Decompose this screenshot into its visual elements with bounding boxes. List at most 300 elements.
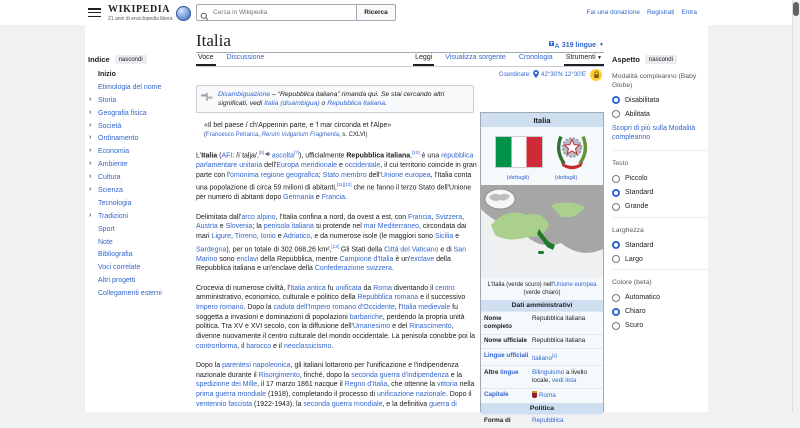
- toc-item-ambiente[interactable]: [88, 161, 192, 169]
- radio-option-standard[interactable]: [612, 189, 708, 197]
- text: e: [217, 223, 226, 231]
- text: che ne fanno il terzo Stato dell'Unione per numero di abitanti dopo: [196, 184, 472, 202]
- text: sono: [217, 255, 237, 263]
- group-heading: Modalità compleanno (Baby Globe): [612, 73, 697, 89]
- toc-item-tecnologia[interactable]: [88, 200, 192, 208]
- text: Repubblica italiana: [532, 314, 586, 322]
- radio-button[interactable]: [612, 175, 620, 183]
- text: Nome completo: [484, 314, 512, 331]
- text: è una: [419, 152, 442, 160]
- text: è un': [393, 255, 411, 263]
- epigraph-quote: «Il bel paese / ch'Appennin parte, e 'l mar circonda et l'Alpe»: [204, 122, 392, 130]
- text: [9]: [258, 149, 264, 155]
- link[interactable]: enclavi: [236, 255, 259, 263]
- toc-item-altri-progetti[interactable]: [88, 277, 192, 285]
- text: L'Italia (verde scuro) nell': [487, 282, 554, 288]
- toc-item-economia[interactable]: [88, 148, 192, 156]
- group-heading: Colore (beta): [612, 279, 652, 286]
- text: a livello locale,: [532, 368, 587, 385]
- toc-item-inizio[interactable]: [88, 71, 192, 79]
- link[interactable]: Sicilia: [434, 232, 454, 240]
- text: . Dopo la: [243, 304, 274, 312]
- text: della Repubblica italiana e un'enclave della: [196, 255, 451, 273]
- toc-item-geografia-fisica[interactable]: [88, 110, 192, 118]
- radio-label[interactable]: Disabilitata: [625, 96, 660, 104]
- svg-text:A: A: [554, 43, 560, 51]
- page-title: Italia: [196, 31, 231, 50]
- chevron-expand-icon[interactable]: ›: [89, 108, 92, 116]
- paragraph-2: [196, 213, 477, 275]
- link[interactable]: Roma: [373, 284, 392, 292]
- link[interactable]: Umanesimo: [352, 323, 391, 331]
- radio-label[interactable]: Largo: [625, 255, 643, 263]
- text: , circondata dai mari: [196, 223, 467, 240]
- text: e il successivo: [418, 294, 466, 302]
- text: , gli italiani lottarono per l'unificazione e l'indipendenza nazionale durante il: [196, 362, 459, 379]
- appearance-link[interactable]: Scopri di più sulla Modalità compleanno: [612, 125, 696, 141]
- infobox-row: [481, 388, 603, 403]
- italy-emblem-image[interactable]: [555, 132, 589, 172]
- text: o: [319, 100, 328, 108]
- search-input[interactable]: [196, 4, 356, 21]
- link[interactable]: vittoria: [437, 381, 458, 389]
- link[interactable]: Tirreno: [234, 232, 257, 240]
- toc-title: Indice: [88, 55, 110, 64]
- text: e: [453, 232, 460, 240]
- text: amministrativo, economico, culturale e politico della: [196, 294, 358, 302]
- text: , l'Italia conta una popolazione di circa 59 milioni di abitanti,: [196, 171, 472, 192]
- flag-details-link[interactable]: (dettagli): [506, 175, 530, 181]
- scrollbar-thumb[interactable]: [793, 2, 799, 16]
- search-icon: [200, 8, 209, 26]
- link[interactable]: Francia: [321, 194, 346, 202]
- infobox-row: [481, 311, 603, 333]
- paragraph-4: [196, 361, 477, 410]
- toc-item-label[interactable]: Inizio: [98, 71, 116, 78]
- link[interactable]: Italia (disambigua): [264, 100, 320, 108]
- radio-option-abilitata[interactable]: [612, 110, 708, 118]
- radio-button[interactable]: [612, 255, 620, 263]
- toc-item-collegamenti-esterni[interactable]: [88, 290, 192, 298]
- map-caption: [481, 278, 603, 300]
- link[interactable]: Slovenia: [225, 223, 253, 231]
- radio-label[interactable]: Automatico: [625, 294, 661, 301]
- text: ;: [318, 171, 323, 179]
- paragraph-1: [196, 148, 477, 203]
- link[interactable]: exclave: [410, 255, 435, 263]
- chevron-expand-icon[interactable]: ›: [89, 134, 92, 142]
- text: , s. CXLVI): [338, 132, 368, 139]
- table-of-contents: [88, 55, 192, 303]
- text: Forma di: [484, 417, 511, 425]
- toc-item-label[interactable]: Etimologia del nome: [98, 83, 162, 91]
- toc-item-societ[interactable]: [88, 123, 192, 131]
- toc-item-label[interactable]: Ambiente: [98, 161, 128, 169]
- link[interactable]: Rerum Vulgarium Fragmenta: [261, 132, 339, 139]
- radio-label[interactable]: Grande: [625, 203, 649, 210]
- emblem-details-link[interactable]: (dettagli): [554, 175, 578, 181]
- toc-item-label[interactable]: Geografia fisica: [98, 109, 147, 117]
- toc-item-voci-correlate[interactable]: [88, 264, 192, 272]
- language-selector-button[interactable]: A 319 lingue ▼: [549, 41, 604, 49]
- toc-item-storia[interactable]: [88, 97, 192, 105]
- text: Delimitata dall': [196, 213, 242, 221]
- italy-flag-image[interactable]: [495, 136, 543, 168]
- toc-item-label[interactable]: Storia: [98, 96, 117, 104]
- link[interactable]: Germania: [283, 194, 314, 202]
- link[interactable]: arco alpino: [241, 213, 276, 221]
- text: , e la definitiva: [382, 400, 430, 408]
- text: ,: [410, 152, 413, 160]
- link[interactable]: centro: [435, 284, 455, 292]
- toc-item-label[interactable]: Cultura: [98, 174, 121, 182]
- radio-button[interactable]: [612, 308, 620, 316]
- appearance-group-colore-beta: [612, 269, 708, 330]
- link[interactable]: Francia: [408, 213, 432, 221]
- radio-option-disabilitata[interactable]: [612, 96, 708, 104]
- text: ,: [256, 232, 261, 240]
- radio-button[interactable]: [612, 189, 620, 197]
- radio-label[interactable]: Scuro: [625, 322, 644, 329]
- appearance-hide-button[interactable]: nascondi: [645, 55, 677, 64]
- appearance-group-larghezza: [612, 217, 708, 264]
- text: .: [385, 100, 387, 108]
- radio-option-standard[interactable]: [612, 241, 708, 249]
- link[interactable]: vedi lista: [551, 377, 577, 385]
- text: .: [345, 194, 347, 202]
- link[interactable]: Repubblica Italiana: [327, 100, 386, 108]
- toc-item-label[interactable]: Note: [98, 238, 113, 246]
- text: , che ottenne la: [387, 381, 438, 389]
- link[interactable]: caduta dell'Impero romano d'Occidente: [273, 304, 395, 312]
- link[interactable]: Impero romano: [196, 304, 244, 312]
- toc-item-label[interactable]: Scienza: [98, 187, 123, 195]
- text: ), per un totale di 302 068,26 km²,: [226, 246, 332, 254]
- text: , l'Italia confina a nord, da ovest a est, con: [275, 213, 409, 221]
- paragraph-3: [196, 284, 477, 352]
- toc-item-cultura[interactable]: [88, 174, 192, 182]
- view-cronologia[interactable]: Cronologia: [518, 54, 553, 61]
- text: fu: [325, 284, 336, 292]
- link[interactable]: lingue: [500, 368, 519, 376]
- radio-button[interactable]: [612, 294, 620, 302]
- radio-label[interactable]: Piccolo: [625, 175, 648, 182]
- link[interactable]: Italia antica: [290, 284, 326, 292]
- text: e il: [271, 342, 284, 350]
- radio-button[interactable]: [612, 110, 620, 118]
- text: da: [361, 284, 374, 292]
- text: [13]: [331, 243, 339, 249]
- link[interactable]: Ligure: [211, 232, 232, 240]
- radio-button[interactable]: [612, 203, 620, 211]
- link[interactable]: Confederazione svizzera: [314, 265, 392, 273]
- text: e: [313, 194, 322, 202]
- roma-crest-icon: [532, 391, 537, 398]
- appearance-group-testo: [612, 150, 708, 211]
- chevron-expand-icon[interactable]: ›: [89, 160, 92, 168]
- link[interactable]: Lingue ufficiali: [484, 351, 529, 359]
- protected-page-padlock-icon[interactable]: [590, 69, 602, 81]
- coordinates-label[interactable]: Coordinate:: [498, 70, 531, 78]
- text: .: [391, 265, 394, 273]
- country-infobox: [480, 112, 604, 425]
- chevron-expand-icon[interactable]: ›: [89, 186, 92, 194]
- link[interactable]: Capitale: [484, 391, 509, 399]
- text: Dopo la: [196, 362, 223, 370]
- text: ,: [231, 232, 235, 240]
- text: ,: [431, 213, 436, 221]
- link[interactable]: omonima regione geografica: [230, 171, 319, 179]
- text: diventando il: [391, 284, 436, 292]
- link[interactable]: Repubblica romana: [357, 294, 419, 302]
- link[interactable]: penisola italiana: [263, 223, 314, 231]
- link[interactable]: Sardegna: [196, 246, 227, 254]
- toc-item-label[interactable]: Voci correlate: [98, 264, 141, 272]
- link[interactable]: Campione d'Italia: [339, 255, 394, 263]
- text: Repubblica italiana: [346, 152, 411, 160]
- view-strumenti[interactable]: Strumenti ▼: [564, 52, 604, 66]
- link[interactable]: neoclassicismo: [283, 342, 332, 350]
- toc-item-etimologia-del-nome[interactable]: [88, 84, 192, 92]
- language-icon: [549, 41, 559, 49]
- header-link-entra[interactable]: Entra: [681, 9, 697, 16]
- chevron-expand-icon[interactable]: ›: [89, 211, 92, 219]
- text: [1]: [551, 352, 557, 358]
- toc-item-label[interactable]: Tradizioni: [98, 212, 129, 220]
- text: e: [337, 161, 345, 169]
- link[interactable]: Italia medievale: [401, 304, 451, 312]
- link[interactable]: ascolta: [271, 152, 295, 160]
- toc-item-ordinamento[interactable]: [88, 135, 192, 143]
- link[interactable]: Europa meridionale: [276, 161, 338, 169]
- link[interactable]: prima guerra mondiale: [196, 391, 267, 399]
- radio-option-grande[interactable]: [612, 203, 708, 211]
- toc-item-sport[interactable]: [88, 226, 192, 234]
- toc-hide-button[interactable]: nascondi: [115, 55, 147, 64]
- appearance-group-modalit-compleanno-baby-globe: [612, 73, 708, 142]
- vertical-scrollbar[interactable]: [792, 0, 800, 412]
- text: – “Repubblica italiana” rimanda qui. Se stai cercando altri significati, vedi: [218, 91, 445, 108]
- chevron-expand-icon[interactable]: ›: [89, 121, 92, 129]
- text: dell': [366, 171, 381, 179]
- text: (verde chiaro): [523, 290, 561, 297]
- logo-wordmark: WIKIPEDIA: [108, 4, 171, 15]
- text: si protende nel: [313, 223, 364, 231]
- radio-button[interactable]: [612, 322, 620, 330]
- header-links: [586, 9, 697, 16]
- link[interactable]: parentesi napoleonica: [222, 362, 291, 370]
- radio-option-chiaro[interactable]: [612, 308, 708, 316]
- search-bar: [196, 4, 396, 21]
- link[interactable]: Rinascimento: [409, 323, 452, 331]
- text: Italia: [201, 152, 218, 160]
- text: Gli Stati della: [338, 246, 385, 254]
- infobox-row: [481, 348, 603, 365]
- text: .: [331, 342, 334, 350]
- radio-label[interactable]: Standard: [625, 241, 654, 249]
- toc-item-label[interactable]: Società: [98, 122, 122, 130]
- text: [10]: [412, 149, 420, 155]
- appearance-panel: [612, 55, 708, 336]
- text: (1918), completando il processo di: [266, 391, 377, 399]
- text: Repubblica italiana: [532, 337, 586, 345]
- text: (: [217, 152, 222, 160]
- infobox-title: Italia: [481, 113, 603, 127]
- header-link-registrati[interactable]: Registrati: [646, 9, 675, 16]
- link[interactable]: spedizione dei Mille: [196, 381, 258, 389]
- link[interactable]: Austria: [196, 223, 218, 231]
- puzzle-globe-icon: [176, 6, 191, 21]
- text: . Dopo il: [445, 391, 472, 399]
- text: e: [275, 232, 284, 240]
- infobox-row: [481, 334, 603, 348]
- link[interactable]: italiano: [532, 354, 552, 362]
- text: e del: [390, 323, 410, 331]
- radio-button[interactable]: [612, 96, 620, 104]
- infobox-section-politica: Politica: [481, 403, 603, 414]
- link[interactable]: Svizzera: [435, 213, 463, 221]
- link[interactable]: Francesco Petrarca: [206, 132, 259, 139]
- radio-option-piccolo[interactable]: [612, 175, 708, 183]
- radio-label[interactable]: Abilitata: [625, 110, 650, 118]
- text: ,: [258, 132, 262, 139]
- text: ), ufficialmente: [299, 152, 347, 160]
- text: , divenne nuovamente il centro culturale del mondo occidentale. La penisola conobbe poi la: [196, 323, 476, 341]
- toc-item-label[interactable]: Collegamenti esterni: [98, 290, 162, 298]
- link[interactable]: Stato membro: [322, 171, 367, 179]
- text: fu soggetta a invasioni e dominazioni di popolazioni: [196, 304, 459, 321]
- appearance-title: Aspetto: [612, 55, 640, 64]
- link[interactable]: seconda guerra mondiale: [303, 400, 383, 408]
- top-header: [0, 0, 792, 25]
- text: (1922-1943), la: [252, 400, 304, 408]
- text: [11][12]: [336, 182, 352, 188]
- group-heading: Larghezza: [612, 226, 644, 234]
- link[interactable]: Città del Vaticano: [384, 246, 439, 254]
- europe-locator-map[interactable]: [481, 185, 603, 278]
- link[interactable]: seconda guerra d'indipendenza: [351, 371, 449, 379]
- logo-tagline: 21 anni di enciclopedia libera: [108, 16, 173, 22]
- link[interactable]: Unione europea: [380, 171, 431, 179]
- text: e la: [448, 371, 462, 379]
- chevron-down-icon: ▼: [595, 55, 602, 61]
- text: [?]: [294, 149, 300, 155]
- audio-icon[interactable]: [265, 152, 271, 159]
- link[interactable]: guerra di: [429, 400, 457, 408]
- text: ; la: [252, 223, 264, 231]
- view-visualizza-sorgente[interactable]: Visualizza sorgente: [445, 54, 506, 61]
- tab-discussione[interactable]: Discussione: [226, 54, 265, 61]
- radio-button[interactable]: [612, 241, 620, 249]
- radio-option-largo[interactable]: [612, 255, 708, 263]
- toc-item-tradizioni[interactable]: [88, 213, 192, 221]
- toc-item-label[interactable]: Tecnologia: [98, 199, 132, 207]
- disambiguation-hatnote: [196, 85, 474, 113]
- text: , perdendo la propria unità politica. Tra XV e XVI secolo, con la diffusione dell': [196, 313, 465, 331]
- link[interactable]: Ionio: [260, 232, 276, 240]
- hamburger-menu-icon[interactable]: [88, 8, 101, 18]
- toc-item-label[interactable]: Bibliografia: [98, 251, 133, 259]
- toc-item-bibliografia[interactable]: [88, 251, 192, 259]
- link[interactable]: unificata: [335, 284, 362, 292]
- text: Altre: [484, 368, 501, 376]
- radio-label[interactable]: Standard: [625, 189, 654, 196]
- link[interactable]: repubblica parlamentare unitaria: [196, 152, 474, 169]
- header-link-fai-una-donazione[interactable]: Fai una donazione: [586, 9, 640, 16]
- toc-item-note[interactable]: [88, 239, 192, 247]
- view-leggi[interactable]: Leggi: [413, 52, 434, 66]
- chevron-expand-icon[interactable]: ›: [89, 173, 92, 181]
- group-heading: Testo: [612, 160, 629, 167]
- text: : /iˈtalja/,: [232, 152, 259, 160]
- link[interactable]: Roma: [539, 392, 556, 400]
- link[interactable]: ventennio fascista: [196, 400, 253, 408]
- search-button[interactable]: Ricerca: [356, 4, 396, 21]
- link[interactable]: AFI: [221, 152, 233, 160]
- link[interactable]: barbariche: [349, 313, 383, 321]
- text: (: [204, 132, 206, 139]
- link[interactable]: Bilinguismo: [532, 368, 565, 376]
- link[interactable]: Risorgimento: [258, 371, 300, 379]
- toc-item-label[interactable]: Ordinamento: [98, 135, 139, 143]
- text: , il 17 marzo 1861 nacque il: [257, 381, 345, 389]
- text: , il cui territorio coincide in gran parte con l': [196, 161, 477, 179]
- coordinates: [196, 70, 604, 78]
- text: , l': [394, 304, 402, 312]
- link[interactable]: barocco: [246, 342, 272, 350]
- toc-item-label[interactable]: Altri progetti: [98, 277, 136, 285]
- link[interactable]: controriforma: [196, 342, 238, 350]
- text: Nome ufficiale: [484, 337, 528, 345]
- radio-label[interactable]: Chiaro: [625, 308, 646, 315]
- text: dell': [262, 161, 277, 169]
- toc-item-label[interactable]: Economia: [98, 148, 130, 156]
- text: L': [196, 152, 202, 160]
- link[interactable]: Adriatico: [283, 232, 311, 240]
- chevron-expand-icon[interactable]: ›: [89, 95, 92, 103]
- link[interactable]: unificazione nazionale: [376, 391, 446, 399]
- text: ,: [462, 213, 465, 221]
- wikipedia-logo[interactable]: [108, 4, 191, 22]
- text: , il: [237, 342, 247, 350]
- text: della Repubblica, mentre: [258, 255, 340, 263]
- link[interactable]: Disambiguazione: [218, 91, 271, 98]
- toc-item-label[interactable]: Sport: [98, 225, 115, 233]
- infobox-row: [481, 365, 603, 387]
- radio-option-automatico[interactable]: [612, 294, 708, 302]
- coordinates-value[interactable]: 42°30′N 12°30′E: [540, 70, 586, 78]
- text: nella: [457, 381, 475, 389]
- link[interactable]: occidentale: [344, 161, 381, 169]
- chevron-expand-icon[interactable]: ›: [89, 147, 92, 155]
- link[interactable]: Repubblica: [532, 417, 564, 425]
- link[interactable]: Regno d'Italia: [344, 381, 388, 389]
- toc-item-scienza[interactable]: [88, 187, 192, 195]
- link[interactable]: San Marino: [196, 246, 467, 263]
- text: , finché, dopo la: [299, 371, 352, 379]
- map-pin-icon: [533, 70, 539, 78]
- link[interactable]: mar Mediterraneo: [363, 223, 420, 231]
- text: e di: [438, 246, 454, 254]
- infobox-section-dati-amministrativi: Dati amministrativi: [481, 300, 603, 311]
- link[interactable]: Unione europea: [553, 282, 597, 288]
- text: , e da numerose isole (le maggiori sono: [310, 232, 435, 240]
- chevron-down-icon: ▼: [599, 42, 604, 48]
- text: Crocevia di numerose civiltà, l': [196, 284, 291, 292]
- radio-option-scuro[interactable]: [612, 322, 708, 330]
- tab-voce[interactable]: Voce: [196, 52, 216, 66]
- infobox-row: [481, 414, 603, 428]
